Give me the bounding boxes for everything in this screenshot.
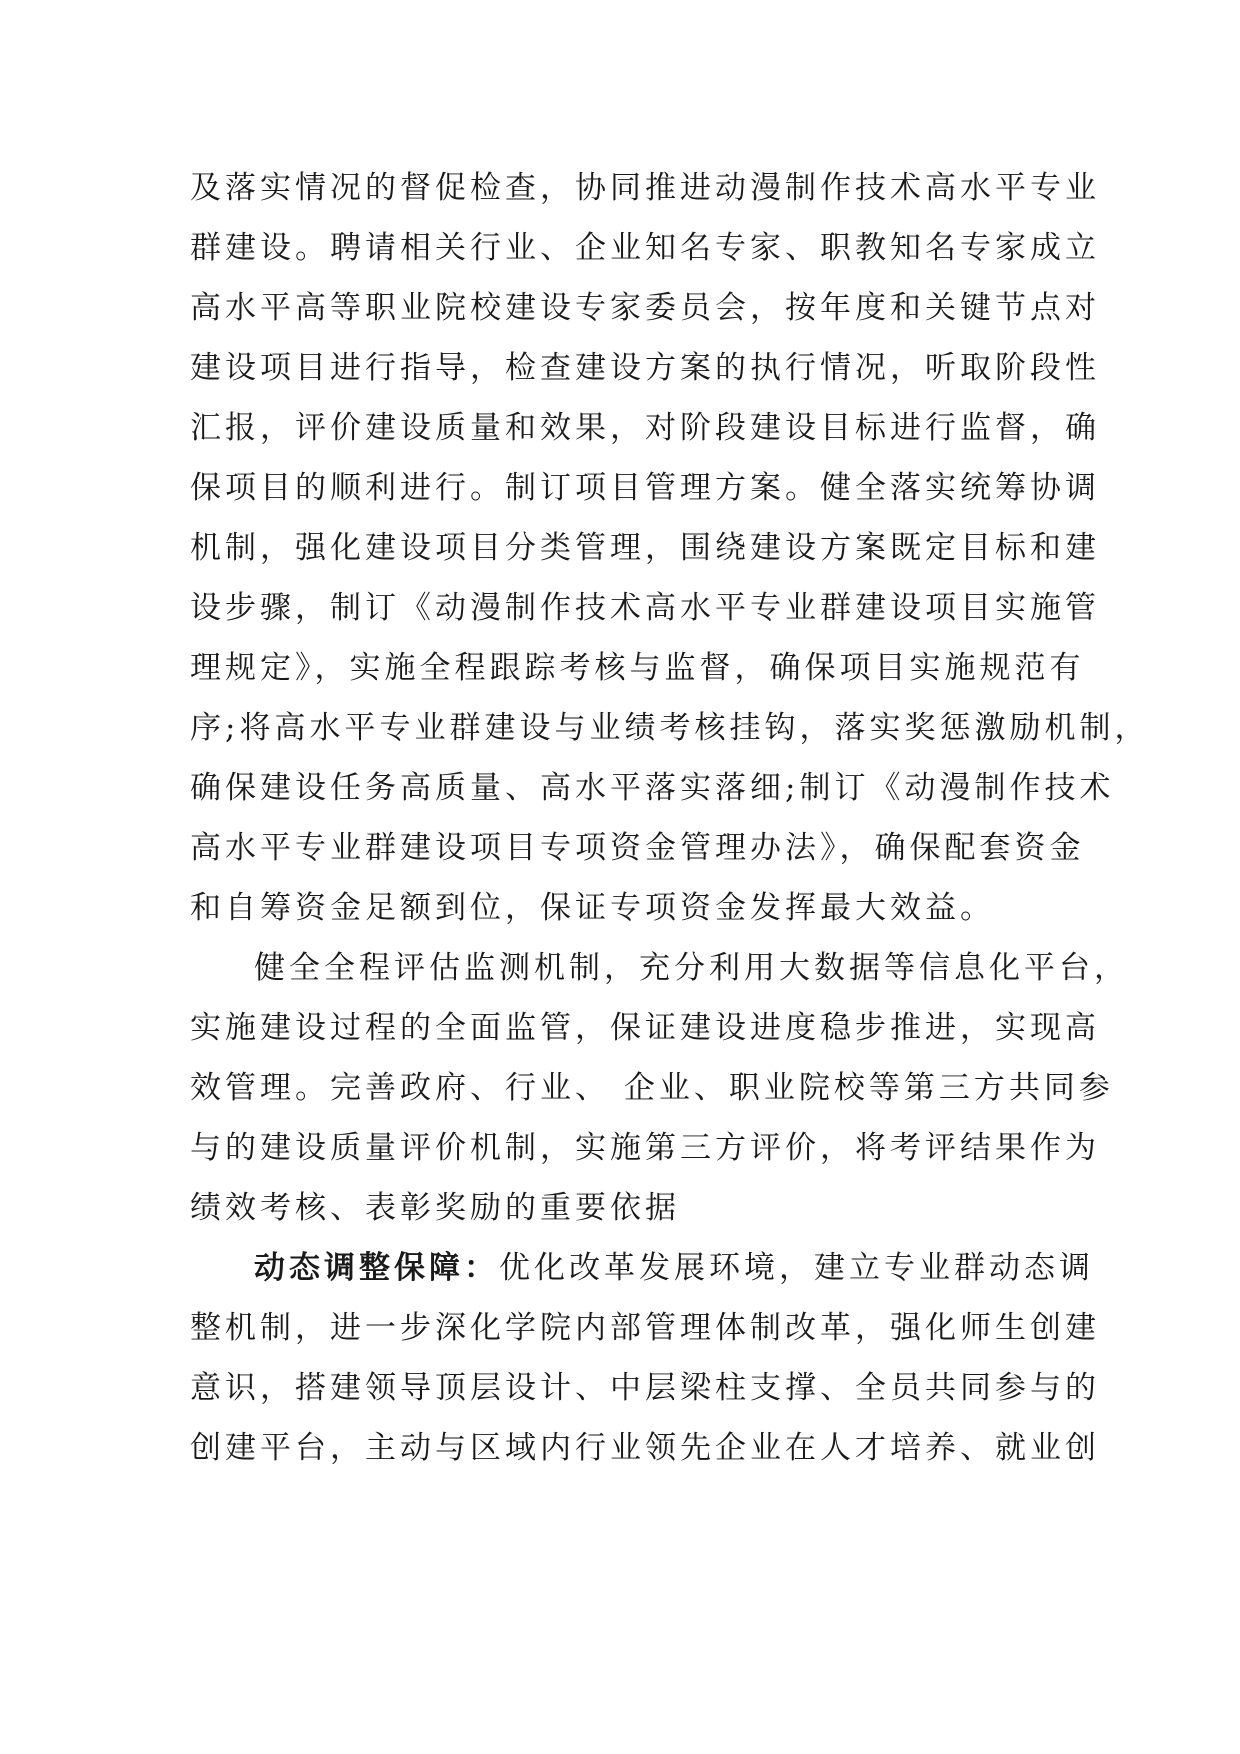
paragraph-1 bbox=[190, 158, 1150, 938]
text-line: 效管理。完善政府、行业、 企业、职业院校等第三方共同参 bbox=[190, 1070, 1114, 1106]
text-line: 实施建设过程的全面监管，保证建设进度稳步推进，实现高 bbox=[190, 1010, 1100, 1046]
text-line: 意识，搭建领导顶层设计、中层梁柱支撑、全员共同参与的 bbox=[190, 1370, 1100, 1406]
paragraph-2 bbox=[190, 938, 1129, 1238]
text-line: 绩效考核、表彰奖励的重要依据 bbox=[190, 1190, 680, 1226]
text-line: 整机制，进一步深化学院内部管理体制改革，强化师生创建 bbox=[190, 1310, 1100, 1346]
text-line bbox=[190, 1238, 1094, 1298]
text-line: 高水平专业群建设项目专项资金管理办法》，确保配套资金 bbox=[190, 830, 1085, 866]
text-line: 序;将高水平专业群建设与业绩考核挂钩，落实奖惩激励机制， bbox=[190, 710, 1150, 746]
text-line: 机制，强化建设项目分类管理，围绕建设方案既定目标和建 bbox=[190, 530, 1100, 566]
text-line: 设步骤，制订《动漫制作技术高水平专业群建设项目实施管 bbox=[190, 590, 1100, 626]
body-text bbox=[190, 158, 1150, 1478]
text-line: 建设项目进行指导，检查建设方案的执行情况，听取阶段性 bbox=[190, 350, 1100, 386]
paragraph-lead-rest: 优化改革发展环境，建立专业群动态调 bbox=[499, 1250, 1094, 1286]
text-line: 健全全程评估监测机制，充分利用大数据等信息化平台， bbox=[254, 950, 1129, 986]
paragraph-3 bbox=[190, 1238, 1100, 1478]
text-line: 和自筹资金足额到位，保证专项资金发挥最大效益。 bbox=[190, 890, 995, 926]
text-line: 高水平高等职业院校建设专家委员会，按年度和关键节点对 bbox=[190, 290, 1100, 326]
text-line: 创建平台，主动与区域内行业领先企业在人才培养、就业创 bbox=[190, 1430, 1100, 1466]
text-line: 及落实情况的督促检查，协同推进动漫制作技术高水平专业 bbox=[190, 170, 1100, 206]
text-line: 群建设。聘请相关行业、企业知名专家、职教知名专家成立 bbox=[190, 230, 1100, 266]
text-line: 确保建设任务高质量、高水平落实落细;制订《动漫制作技术 bbox=[190, 770, 1115, 806]
text-line: 与的建设质量评价机制，实施第三方评价，将考评结果作为 bbox=[190, 1130, 1100, 1166]
text-line: 汇报，评价建设质量和效果，对阶段建设目标进行监督，确 bbox=[190, 410, 1100, 446]
text-line: 保项目的顺利进行。制订项目管理方案。健全落实统筹协调 bbox=[190, 470, 1100, 506]
text-line: 理规定》，实施全程跟踪考核与监督，确保项目实施规范有 bbox=[190, 650, 1085, 686]
paragraph-lead-heading: 动态调整保障： bbox=[254, 1250, 499, 1286]
